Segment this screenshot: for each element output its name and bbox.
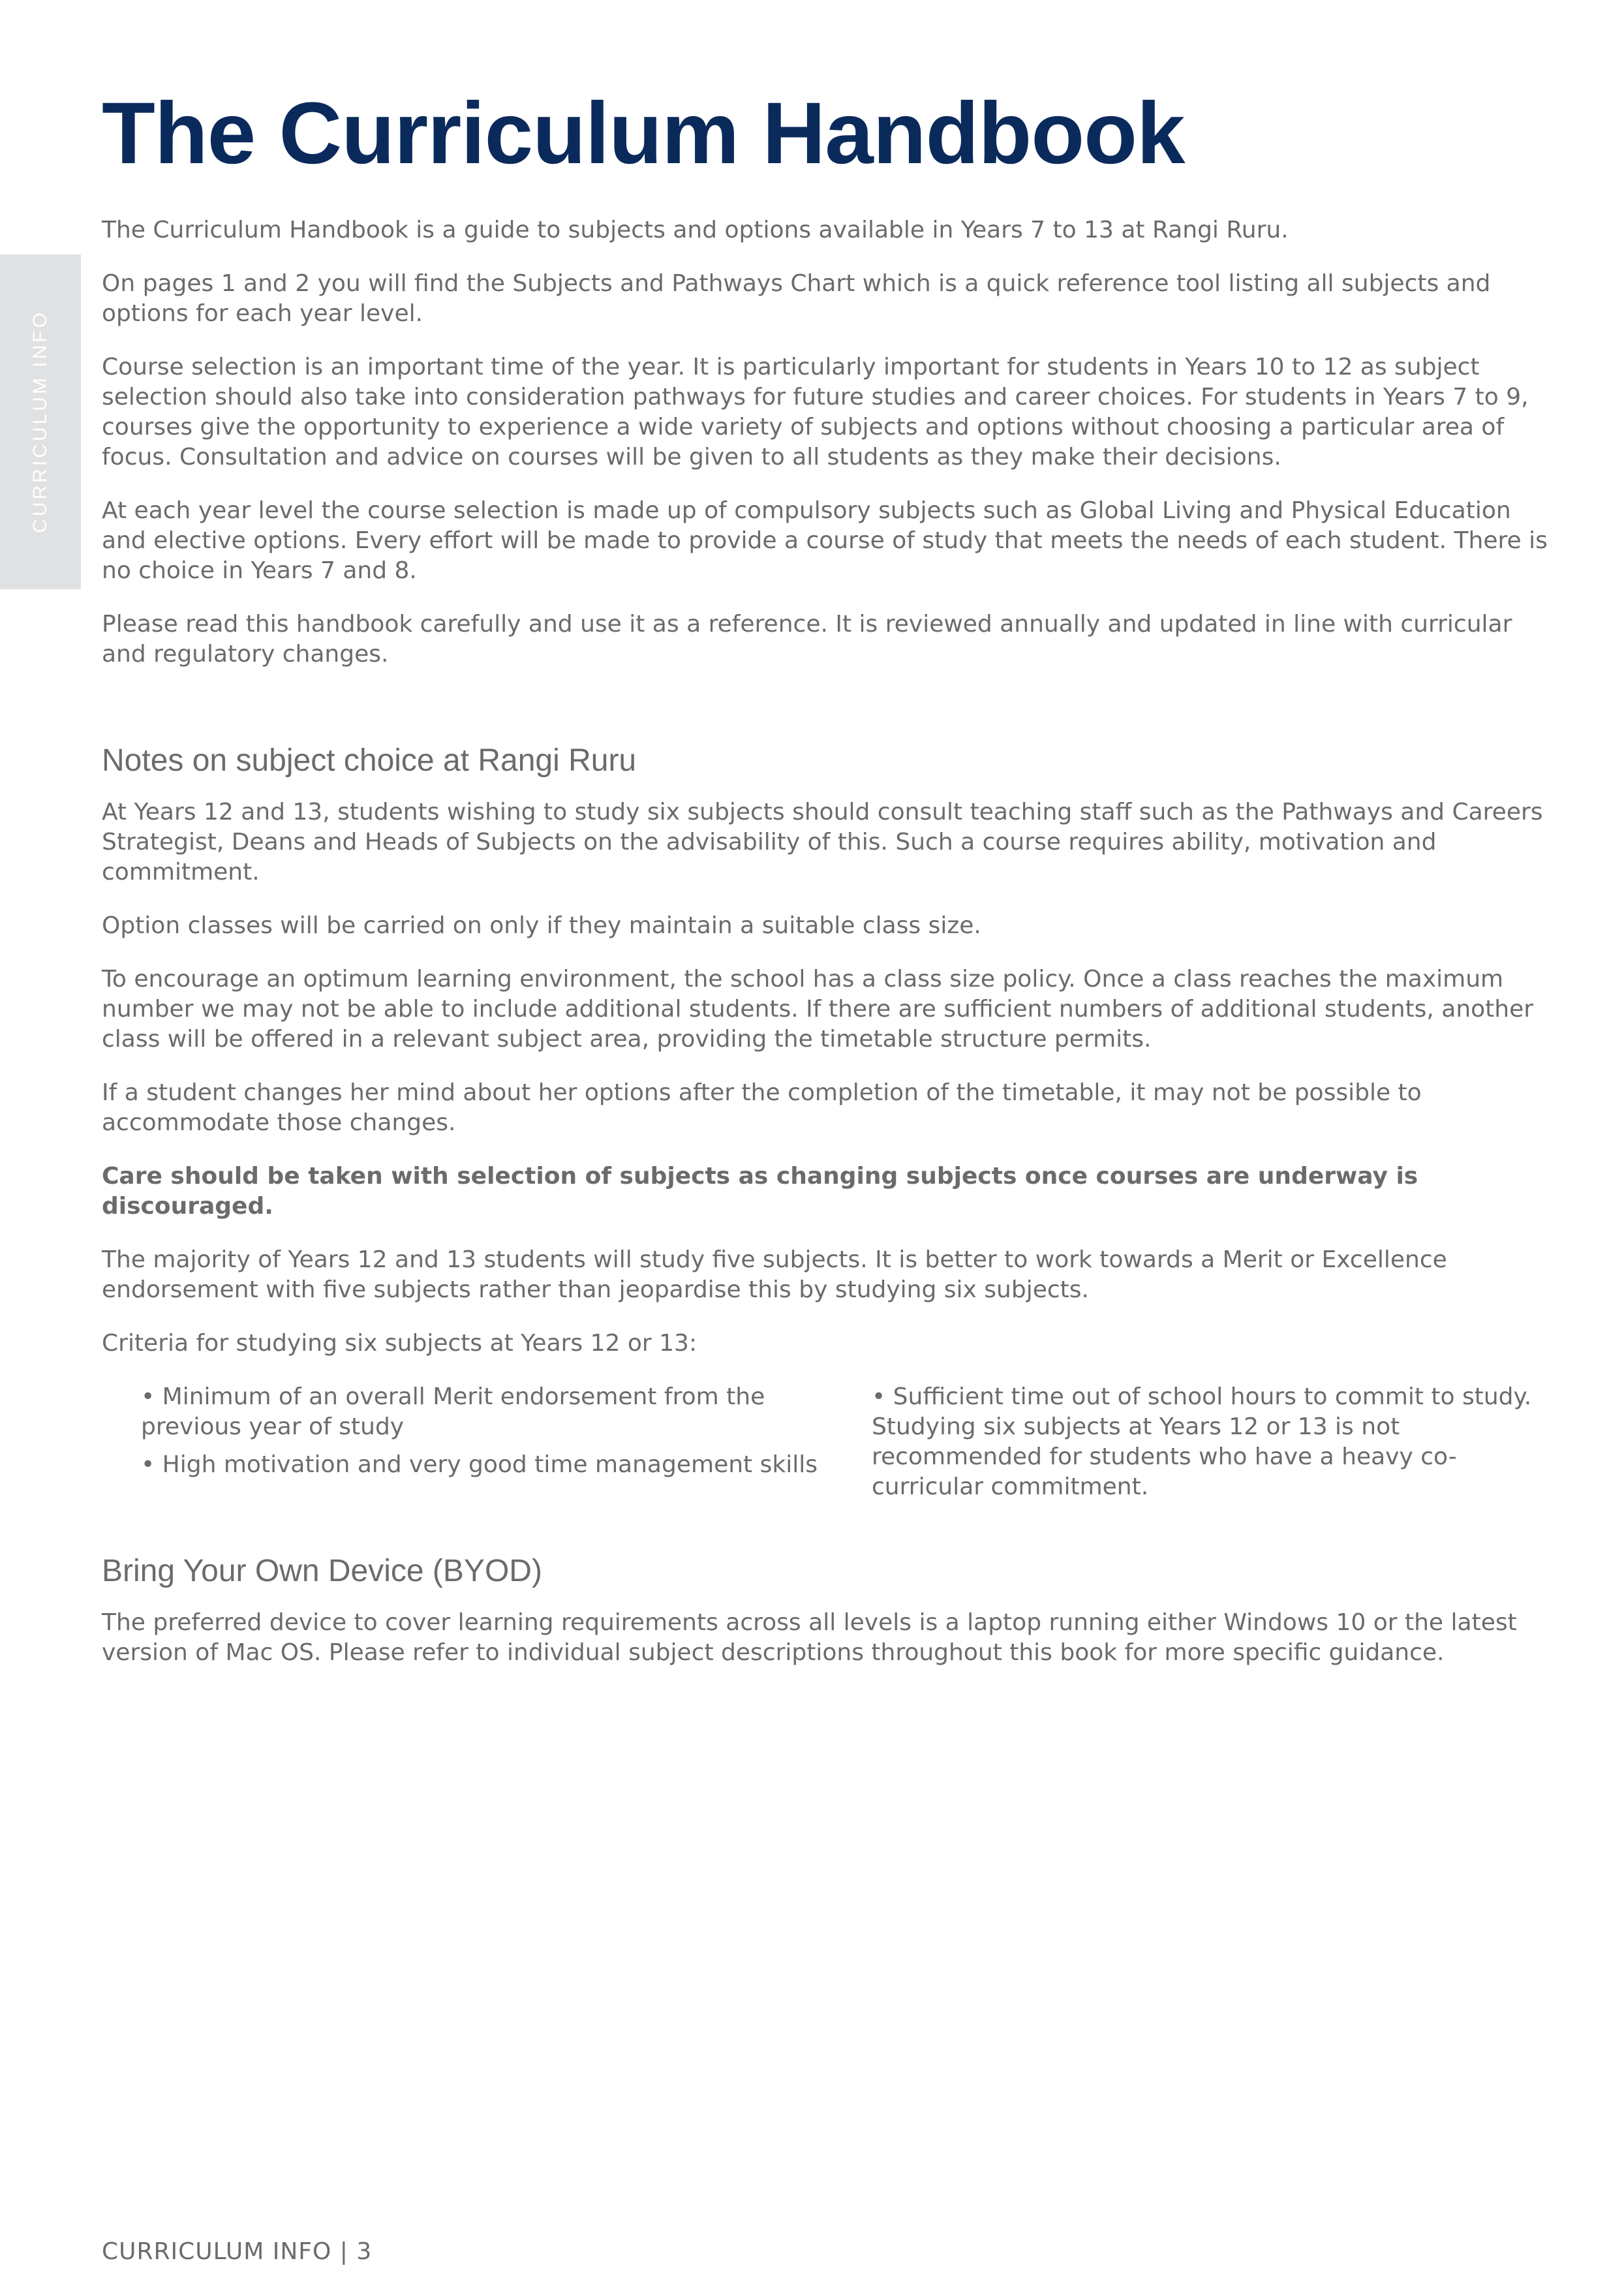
notes-paragraph-5: The majority of Years 12 and 13 students will study five subjects. It is better to work towards a Merit or Excellence endorsement with five subjects rather than jeopardise this by studying six subjects.	[102, 1246, 1447, 1303]
byod-heading: Bring Your Own Device (BYOD)	[102, 1554, 542, 1588]
criteria-intro: Criteria for studying six subjects at Years 12 or 13:	[102, 1330, 697, 1357]
notes-paragraph-3: To encourage an optimum learning environment, the school has a class size policy. Once a class reaches the maximum number we may not be able to include additional students. If there are sufficient numbers of additional students, another class will be offered in a relevant subject area, providing the timetable structure permits.	[102, 966, 1534, 1053]
page-title: The Curriculum Handbook	[102, 85, 1185, 182]
criteria-column-left	[141, 1382, 820, 1510]
byod-paragraph: The preferred device to cover learning requirements across all levels is a laptop running either Windows 10 or the latest version of Mac OS. Please refer to individual subject descriptions throughout this book for more specific guidance.	[102, 1609, 1517, 1666]
notes-warning: Care should be taken with selection of subjects as changing subjects once courses are underway is discouraged.	[102, 1163, 1418, 1220]
intro-paragraph-1: The Curriculum Handbook is a guide to subjects and options available in Years 7 to 13 at Rangi Ruru.	[102, 217, 1289, 243]
notes-paragraph-4: If a student changes her mind about her options after the completion of the timetable, it may not be possible to accommodate those changes.	[102, 1079, 1422, 1136]
intro-paragraph-2: On pages 1 and 2 you will find the Subjects and Pathways Chart which is a quick reference tool listing all subjects and options for each year level.	[102, 270, 1491, 327]
page-footer: CURRICULUM INFO | 3	[102, 2238, 373, 2265]
notes-paragraph-1: At Years 12 and 13, students wishing to study six subjects should consult teaching staff such as the Pathways and Careers Strategist, Deans and Heads of Subjects on the advisability of this. Such a course requires ability, motivation and commitment.	[102, 799, 1543, 886]
page-content	[102, 78, 1550, 1691]
notes-paragraph-2: Option classes will be carried on only if they maintain a suitable class size.	[102, 912, 981, 939]
intro-paragraph-4: At each year level the course selection is made up of compulsory subjects such as Global Living and Physical Education and elective options. Every effort will be made to provide a course of study that meets the needs of each student. There is no choice in Years 7 and 8.	[102, 497, 1548, 584]
intro-paragraph-3: Course selection is an important time of the year. It is particularly important for students in Years 10 to 12 as subject selection should also take into consideration pathways for future studies and career choices. For students in Years 7 to 9, courses give the opportunity to experience a wide variety of subjects and options without choosing a particular area of focus. Consultation and advice on courses will be given to all students as they make their decisions.	[102, 354, 1529, 470]
criteria-column-right	[872, 1382, 1550, 1510]
criteria-item: • Minimum of an overall Merit endorsement from the previous year of study	[141, 1383, 765, 1440]
side-tab-label: CURRICULUM INFO	[29, 310, 51, 533]
criteria-item: • High motivation and very good time management skills	[141, 1451, 818, 1478]
criteria-item: • Sufficient time out of school hours to commit to study. Studying six subjects at Years 12 or 13 is not recommended for students who have a heavy co-curricular commitment.	[872, 1383, 1532, 1500]
intro-paragraph-5: Please read this handbook carefully and use it as a reference. It is reviewed annually and updated in line with curricular and regulatory changes.	[102, 611, 1512, 668]
notes-heading: Notes on subject choice at Rangi Ruru	[102, 743, 637, 778]
side-tab	[0, 254, 81, 589]
criteria-list	[102, 1382, 1550, 1510]
